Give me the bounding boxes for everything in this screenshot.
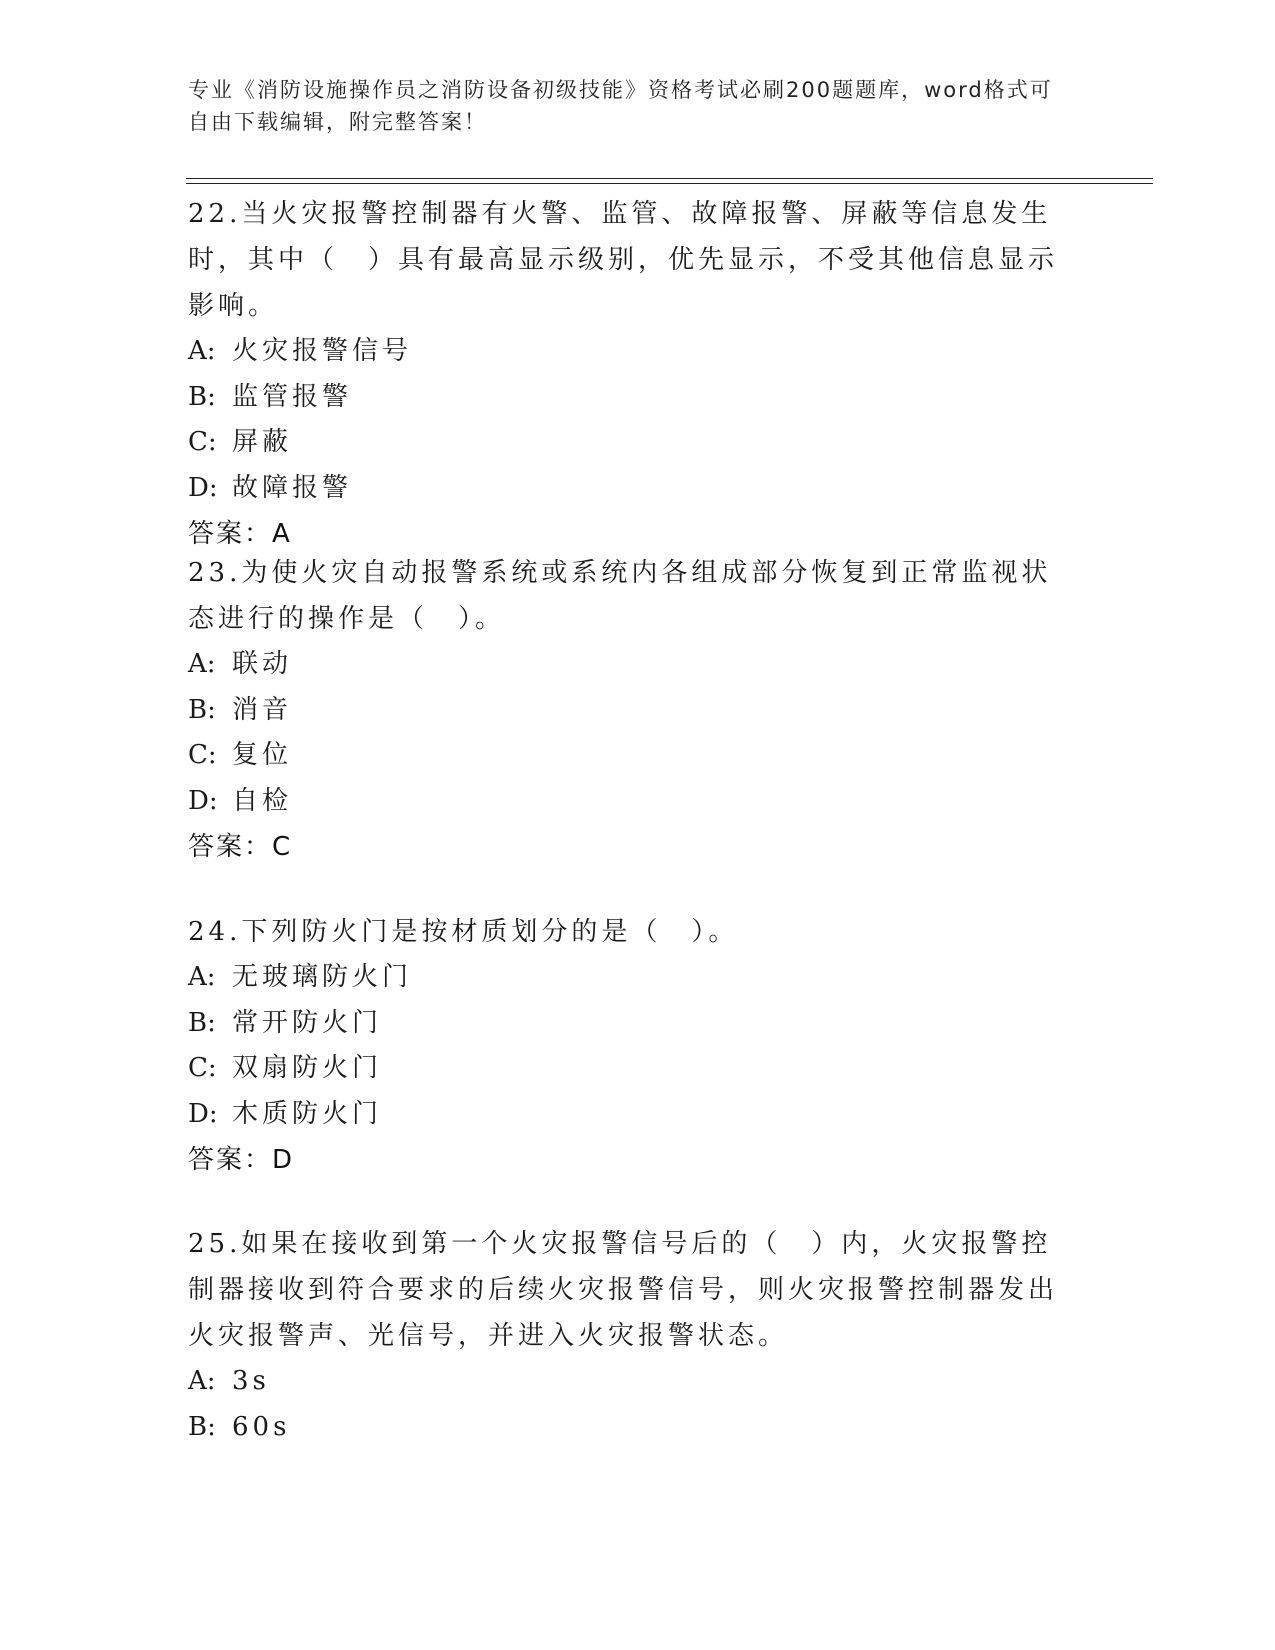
option-text: 监管报警 <box>232 381 353 412</box>
option-letter: D: <box>188 785 218 816</box>
option-text: 常开防火门 <box>232 1007 383 1038</box>
option-d <box>188 1092 1078 1138</box>
question-stem: 25.如果在接收到第一个火灾报警信号后的（ ）内，火灾报警控制器接收到符合要求的后续火灾报警信号，则火灾报警控制器发出火灾报警声、光信号，并进入火灾报警状态。 <box>188 1229 1059 1351</box>
option-letter: C: <box>188 740 217 770</box>
option-a <box>188 1359 1078 1405</box>
option-text: 木质防火门 <box>232 1098 383 1129</box>
option-d <box>188 779 1078 825</box>
option-text: 双扇防火门 <box>232 1053 383 1083</box>
option-letter: D: <box>188 472 218 503</box>
answer-label: 答案：D <box>188 1145 295 1175</box>
question-stem: 22.当火灾报警控制器有火警、监管、故障报警、屏蔽等信息发生时，其中（ ）具有最高显示级别，优先显示，不受其他信息显示影响。 <box>188 199 1059 321</box>
header-divider-top <box>186 178 1153 179</box>
option-letter: A: <box>188 962 216 992</box>
option-letter: A: <box>188 336 216 366</box>
header-divider-bottom <box>186 183 1153 184</box>
answer-label: 答案：C <box>188 832 293 862</box>
option-b <box>188 375 1078 421</box>
question-23 <box>188 550 1078 870</box>
question-stem: 24.下列防火门是按材质划分的是（ ）。 <box>188 917 739 947</box>
answer-label: 答案：A <box>188 519 292 549</box>
option-c <box>188 1046 1078 1092</box>
option-a <box>188 329 1078 375</box>
option-text: 屏蔽 <box>232 427 293 457</box>
option-d <box>188 466 1078 512</box>
option-letter: D: <box>188 1098 218 1129</box>
option-letter: C: <box>188 1053 217 1083</box>
option-a <box>188 642 1078 688</box>
option-text: 故障报警 <box>232 472 353 503</box>
option-letter: B: <box>188 1411 216 1442</box>
option-text: 复位 <box>232 740 293 770</box>
option-letter: A: <box>188 649 216 679</box>
option-letter: A: <box>188 1366 216 1396</box>
option-b <box>188 1405 1078 1451</box>
option-text: 火灾报警信号 <box>232 336 413 366</box>
question-stem: 23.为使火灾自动报警系统或系统内各组成部分恢复到正常监视状态进行的操作是（ ）。 <box>188 558 1052 634</box>
option-b <box>188 1001 1078 1047</box>
option-text: 联动 <box>232 649 293 679</box>
question-25 <box>188 1221 1078 1450</box>
option-c <box>188 420 1078 466</box>
option-letter: B: <box>188 1007 216 1038</box>
option-letter: B: <box>188 381 216 412</box>
option-text: 无玻璃防火门 <box>232 962 413 992</box>
option-text: 3s <box>232 1366 270 1396</box>
option-letter: B: <box>188 694 216 725</box>
option-letter: C: <box>188 427 217 457</box>
option-text: 自检 <box>232 785 293 816</box>
question-24 <box>188 909 1078 1183</box>
document-header: 专业《消防设施操作员之消防设备初级技能》资格考试必刷200题题库，word格式可自由下载编辑，附完整答案！ <box>188 78 1053 134</box>
option-b <box>188 688 1078 734</box>
option-a <box>188 955 1078 1001</box>
option-c <box>188 733 1078 779</box>
option-text: 60s <box>232 1411 291 1442</box>
question-22 <box>188 191 1078 557</box>
option-text: 消音 <box>232 694 293 725</box>
